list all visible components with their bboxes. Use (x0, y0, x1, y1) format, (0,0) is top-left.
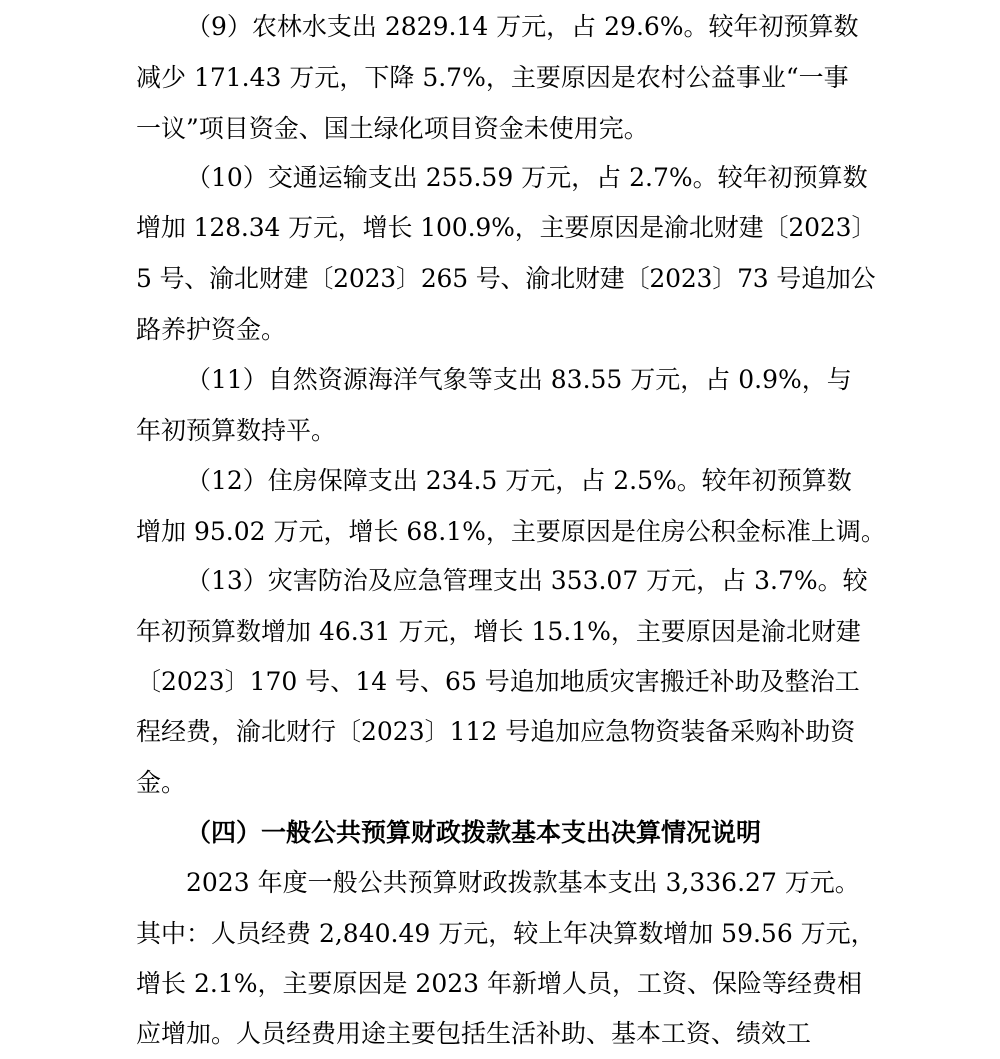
paragraph-13-line-4: 程经费，渝北财行〔2023〕112 号追加应急物资装备采购补助资 (136, 717, 856, 746)
basic-expenditure-line-2: 其中：人员经费 2,840.49 万元，较上年决算数增加 59.56 万元， (136, 919, 876, 948)
paragraph-11-line-2: 年初预算数持平。 (136, 416, 337, 445)
section-heading-4: （四）一般公共预算财政拨款基本支出决算情况说明 (186, 818, 762, 847)
paragraph-13-line-1: （13）灾害防治及应急管理支出 353.07 万元，占 3.7%。较 (186, 566, 868, 595)
basic-expenditure-line-4: 应增加。人员经费用途主要包括生活补助、基本工资、绩效工 (136, 1019, 812, 1048)
paragraph-10-line-4: 路养护资金。 (136, 315, 287, 344)
paragraph-9-line-1: （9）农林水支出 2829.14 万元，占 29.6%。较年初预算数 (186, 12, 859, 41)
paragraph-9-line-3: 一议”项目资金、国土绿化项目资金未使用完。 (136, 114, 649, 143)
paragraph-13-line-3: 〔2023〕170 号、14 号、65 号追加地质灾害搬迁补助及整治工 (136, 667, 860, 696)
paragraph-13-line-2: 年初预算数增加 46.31 万元，增长 15.1%，主要原因是渝北财建 (136, 617, 861, 646)
paragraph-9-line-2: 减少 171.43 万元，下降 5.7%，主要原因是农村公益事业“一事 (136, 63, 849, 92)
paragraph-12-line-1: （12）住房保障支出 234.5 万元，占 2.5%。较年初预算数 (186, 466, 852, 495)
paragraph-10-line-1: （10）交通运输支出 255.59 万元，占 2.7%。较年初预算数 (186, 163, 868, 192)
basic-expenditure-line-1: 2023 年度一般公共预算财政拨款基本支出 3,336.27 万元。 (186, 868, 860, 897)
paragraph-13-line-5: 金。 (136, 768, 187, 797)
paragraph-10-line-2: 增加 128.34 万元，增长 100.9%，主要原因是渝北财建〔2023〕 (136, 213, 877, 242)
basic-expenditure-line-3: 增长 2.1%，主要原因是 2023 年新增人员，工资、保险等经费相 (136, 969, 862, 998)
paragraph-11-line-1: （11）自然资源海洋气象等支出 83.55 万元，占 0.9%，与 (186, 365, 852, 394)
paragraph-10-line-3: 5 号、渝北财建〔2023〕265 号、渝北财建〔2023〕73 号追加公 (136, 264, 876, 293)
paragraph-12-line-2: 增加 95.02 万元，增长 68.1%，主要原因是住房公积金标准上调。 (136, 517, 886, 546)
